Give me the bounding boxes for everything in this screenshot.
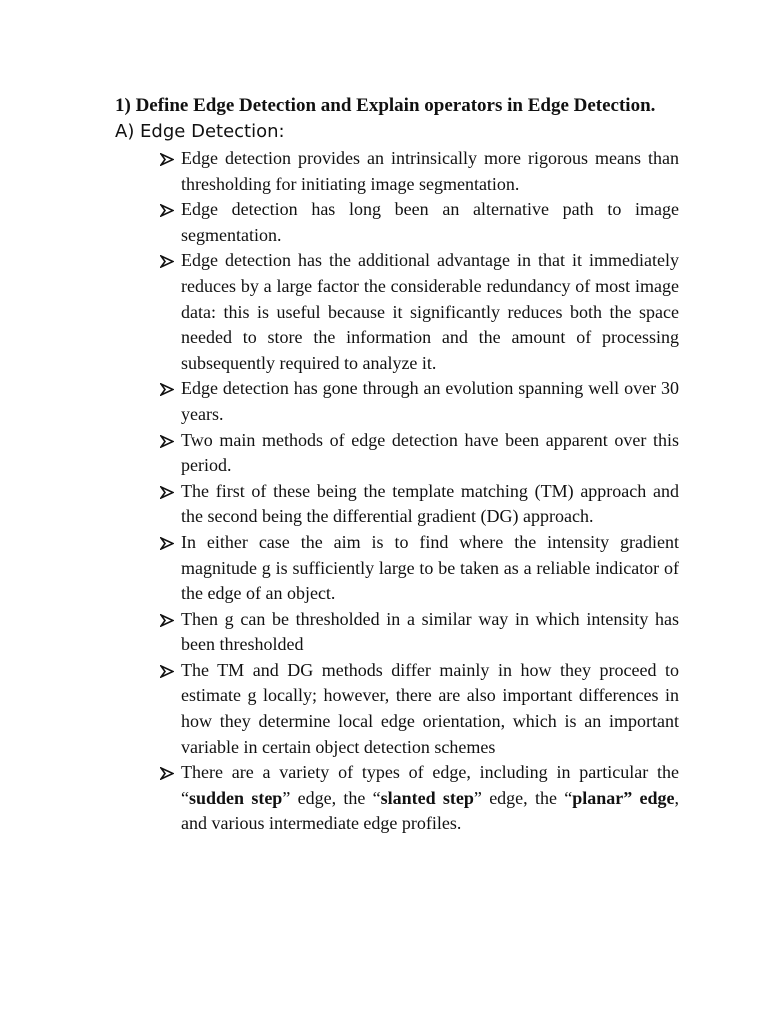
bold-term-planar-edge: planar” edge [572, 787, 675, 808]
question-title: 1) Define Edge Detection and Explain operators in Edge Detection. [115, 95, 656, 116]
bullet-text: The TM and DG methods differ mainly in how they proceed to estimate g locally; however, there are also important differences in how they determine local edge orientation, which is an important variable in certain object detection schemes [181, 659, 679, 757]
list-item [159, 530, 679, 607]
arrowhead-bullet-icon [159, 428, 177, 454]
arrowhead-bullet-icon [159, 530, 177, 556]
list-item [159, 197, 679, 248]
arrowhead-bullet-icon [159, 658, 177, 684]
arrowhead-bullet-icon [159, 760, 177, 786]
bullet-text: Edge detection has gone through an evolution spanning well over 30 years. [181, 378, 679, 424]
list-item [159, 146, 679, 197]
list-item [159, 248, 679, 376]
list-item [159, 479, 679, 530]
bullet-list [159, 146, 679, 837]
arrowhead-bullet-icon [159, 146, 177, 172]
bullet-text-part: ” edge, the “ [282, 787, 381, 808]
arrowhead-bullet-icon [159, 197, 177, 223]
bold-term-slanted-step: slanted step [380, 787, 474, 808]
bullet-text: Two main methods of edge detection have been apparent over this period. [181, 429, 679, 476]
bullet-text: Edge detection provides an intrinsically more rigorous means than thresholding for initiating image segmentation. [181, 148, 679, 194]
bullet-text: Edge detection has the additional advantage in that it immediately reduces by a large factor the considerable redundancy of most image data: this is useful because it significantly reduces both the space needed to store the information and the amount of processing subsequently required to analyze it. [181, 250, 679, 373]
bullet-text-part: ” edge, the “ [473, 787, 573, 808]
bullet-text-part: There are a variety of types of edge, including in particular the “ [181, 762, 679, 808]
list-item [159, 428, 679, 479]
list-item [159, 376, 679, 427]
bullet-text-edge-types [181, 762, 679, 833]
list-item [159, 658, 679, 760]
bullet-text: Edge detection has long been an alternative path to image segmentation. [181, 199, 679, 245]
bold-term-sudden-step: sudden step [189, 787, 283, 808]
bullet-text: Then g can be thresholded in a similar way in which intensity has been thresholded [181, 608, 679, 655]
list-item [159, 760, 679, 837]
arrowhead-bullet-icon [159, 607, 177, 633]
arrowhead-bullet-icon [159, 479, 177, 505]
bullet-text-part: , and various intermediate edge profiles. [181, 787, 679, 834]
arrowhead-bullet-icon [159, 376, 177, 402]
arrowhead-bullet-icon [159, 248, 177, 274]
bullet-text: In either case the aim is to find where the intensity gradient magnitude g is sufficiently large to be taken as a reliable indicator of the edge of an object. [181, 531, 679, 604]
list-item [159, 607, 679, 658]
bullet-text: The first of these being the template matching (TM) approach and the second being the differential gradient (DG) approach. [181, 480, 679, 527]
section-heading: A) Edge Detection: [115, 121, 285, 142]
